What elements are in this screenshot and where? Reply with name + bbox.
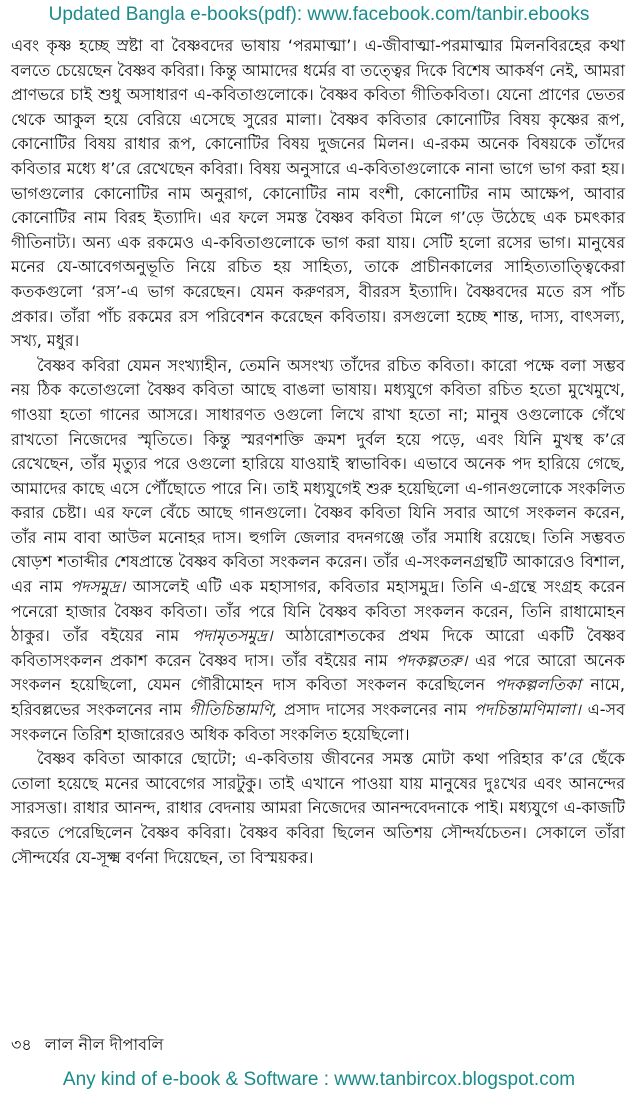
text-run: আঠারোশতকের প্রথম দিকে আরো একটি বৈষ্ণব কবিতাসংকলন প্রকাশ করেন বৈষ্ণব দাস। তাঁর বইয়ের নাম [11,626,625,670]
book-title: লাল নীল দীপাবলি [44,1035,164,1054]
text-run: নামে, হরিবল্লভের সংকলনের নাম [11,675,625,720]
book-name: পদামৃতসমুদ্র। [192,626,273,646]
text-run: এর পরে আরো অনেক সংকলন হয়েছিলো, যেমন গৌরীমোহন দাস কবিতা সংকলন করেছিলেন [11,650,625,695]
book-name: পদচিন্তামণিমালা। [473,700,581,720]
paragraph [11,34,625,354]
page-number: ৩৪ [11,1035,32,1054]
footer-banner: Any kind of e-book & Software : www.tanbircox.blogspot.com [62,1069,576,1090]
book-name: গীতিচিন্তামণি, [188,700,278,720]
paragraph [11,354,625,748]
book-name: পদসমুদ্র। [70,577,126,597]
text-run: বৈষ্ণব কবিতা আকারে ছোটো; এ-কবিতায় জীবনের সমস্ত মোটা কথা পরিহার ক’রে ছেঁকে তোলা হয়েছে মনের আবেগের সারটুকু। তাই এখানে পাওয়া যায় মানুষের দুঃখের এবং আনন্দের সারসত্তা। রাধার আনন্দ, রাধার বেদনায় আমরা নিজেদের আনন্দবেদনাকে পাই। মধ্যযুগে এ-কাজটি করতে পেরেছিলেন বৈষ্ণব কবিরা। বৈষ্ণব কবিরা ছিলেন অতিশয় সৌন্দর্যচেতন। সেকালে তাঁরা সৌন্দর্যের যে-সূক্ষ্ম বর্ণনা দিয়েছেন, তা বিস্ময়কর। [11,749,625,867]
text-run: প্রসাদ দাসের সংকলনের নাম [277,700,474,720]
header-banner: Updated Bangla e-books(pdf): www.facebook.com/tanbir.ebooks [48,4,590,25]
book-name: পদকল্পতরু। [395,650,468,670]
page-content [11,34,625,870]
text-run: এ-সব সংকলনে তিরিশ হাজারেরও অধিক কবিতা সংকলিত হয়েছিলো। [11,700,625,744]
page-footer [11,1034,163,1056]
text-run: আসলেই এটি এক মহাসাগর, কবিতার মহাসমুদ্র। তিনি এ-গ্রন্থে সংগ্রহ করেন পনেরো হাজার বৈষ্ণব কবিতা। তাঁর পরে যিনি বৈষ্ণব কবিতা সংকলন করেন, তিনি রাধামোহন ঠাকুর। তাঁর বইয়ের নাম [11,577,625,646]
text-run: এবং কৃষ্ণ হচ্ছে স্রষ্টা বা বৈষ্ণবদের ভাষায় ‘পরমাত্মা’। এ-জীবাত্মা-পরমাত্মার মিলনবিরহের কথা বলতে চেয়েছেন বৈষ্ণব কবিরা। কিন্তু আমাদের ধর্মের বা তত্ত্বের দিকে বিশেষ আকর্ষণ নেই, আমরা প্রাণভরে চাই শুধু অসাধারণ এ-কবিতাগুলোকে। বৈষ্ণব কবিতা গীতিকবিতা। যেনো প্রাণের ভেতর থেকে আকুল হয়ে বেরিয়ে এসেছে সুরের মালা। বৈষ্ণব কবিতার কোনোটির বিষয় কৃষ্ণের রূপ, কোনোটির বিষয় রাধার রূপ, কোনোটির বিষয় দুজনের মিলন। এ-রকম অনেক বিষয়কে তাঁদের কবিতার মধ্যে ধ’রে রেখেছেন কবিরা। বিষয় অনুসারে এ-কবিতাগুলোকে নানা ভাগে ভাগ করা হয়। ভাগগুলোর কোনোটির নাম অনুরাগ, কোনোটির নাম বংশী, কোনোটির নাম আক্ষেপ, আবার কোনোটির নাম বিরহ ইত্যাদি। এর ফলে সমস্ত বৈষ্ণব কবিতা মিলে গ’ড়ে উঠেছে এক চমৎকার গীতিনাট্য। অন্য এক রকমেও এ-কবিতাগুলোকে ভাগ করা যায়। সেটি হলো রসের ভাগ। মানুষের মনের যে-আবেগঅনুভূতি নিয়ে রচিত হয় সাহিত্য, তাকে প্রাচীনকালের সাহিত্যতাত্ত্বিকেরা কতকগুলো ‘রস’-এ ভাগ করেছেন। যেমন করুণরস, বীররস ইত্যাদি। বৈষ্ণবদের মতে রস পাঁচ প্রকার। তাঁরা পাঁচ রকমের রস পরিবেশন করেছেন কবিতায়। রসগুলো হচ্ছে শান্ত, দাস্য, বাৎসল্য, সখ্য, মধুর। [11,36,625,351]
book-name: পদকল্পলতিকা [494,675,581,695]
text-run: বৈষ্ণব কবিরা যেমন সংখ্যাহীন, তেমনি অসংখ্য তাঁদের রচিত কবিতা। কারো পক্ষে বলা সম্ভব নয় ঠিক কতোগুলো বৈষ্ণব কবিতা আছে বাঙলা ভাষায়। মধ্যযুগে কবিতা রচিত হতো মুখেমুখে, গাওয়া হতো গানের আসরে। সাধারণত ওগুলো লিখে রাখা হতো না; মানুষ ওগুলোকে গেঁথে রাখতো নিজেদের স্মৃতিতে। কিন্তু স্মরণশক্তি ক্রমশ দুর্বল হয়ে পড়ে, এবং যিনি মুখস্থ ক’রে রেখেছেন, তাঁর মৃত্যুর পরে ওগুলো হারিয়ে যাওয়াই স্বাভাবিক। এভাবে অনেক পদ হারিয়ে গেছে, আমাদের কাছে এসে পৌঁছোতে পারে নি। তাই মধ্যযুগেই শুরু হয়েছিলো এ-গানগুলোকে সংকলিত করার চেষ্টা। এর ফলে বেঁচে আছে গানগুলো। বৈষ্ণব কবিতা যিনি সবার আগে সংকলন করেন, তাঁর নাম বাবা আউল মনোহর দাস। হুগলি জেলার বদনগঞ্জে তাঁর সমাধি রয়েছে। তিনি সম্ভবত ষোড়শ শতাব্দীর শেষপ্রান্তে বৈষ্ণব কবিতা সংকলন করেন। তাঁর এ-সংকলনগ্রন্থটি আকারেও বিশাল, এর নাম [11,355,625,597]
paragraph [11,747,625,870]
